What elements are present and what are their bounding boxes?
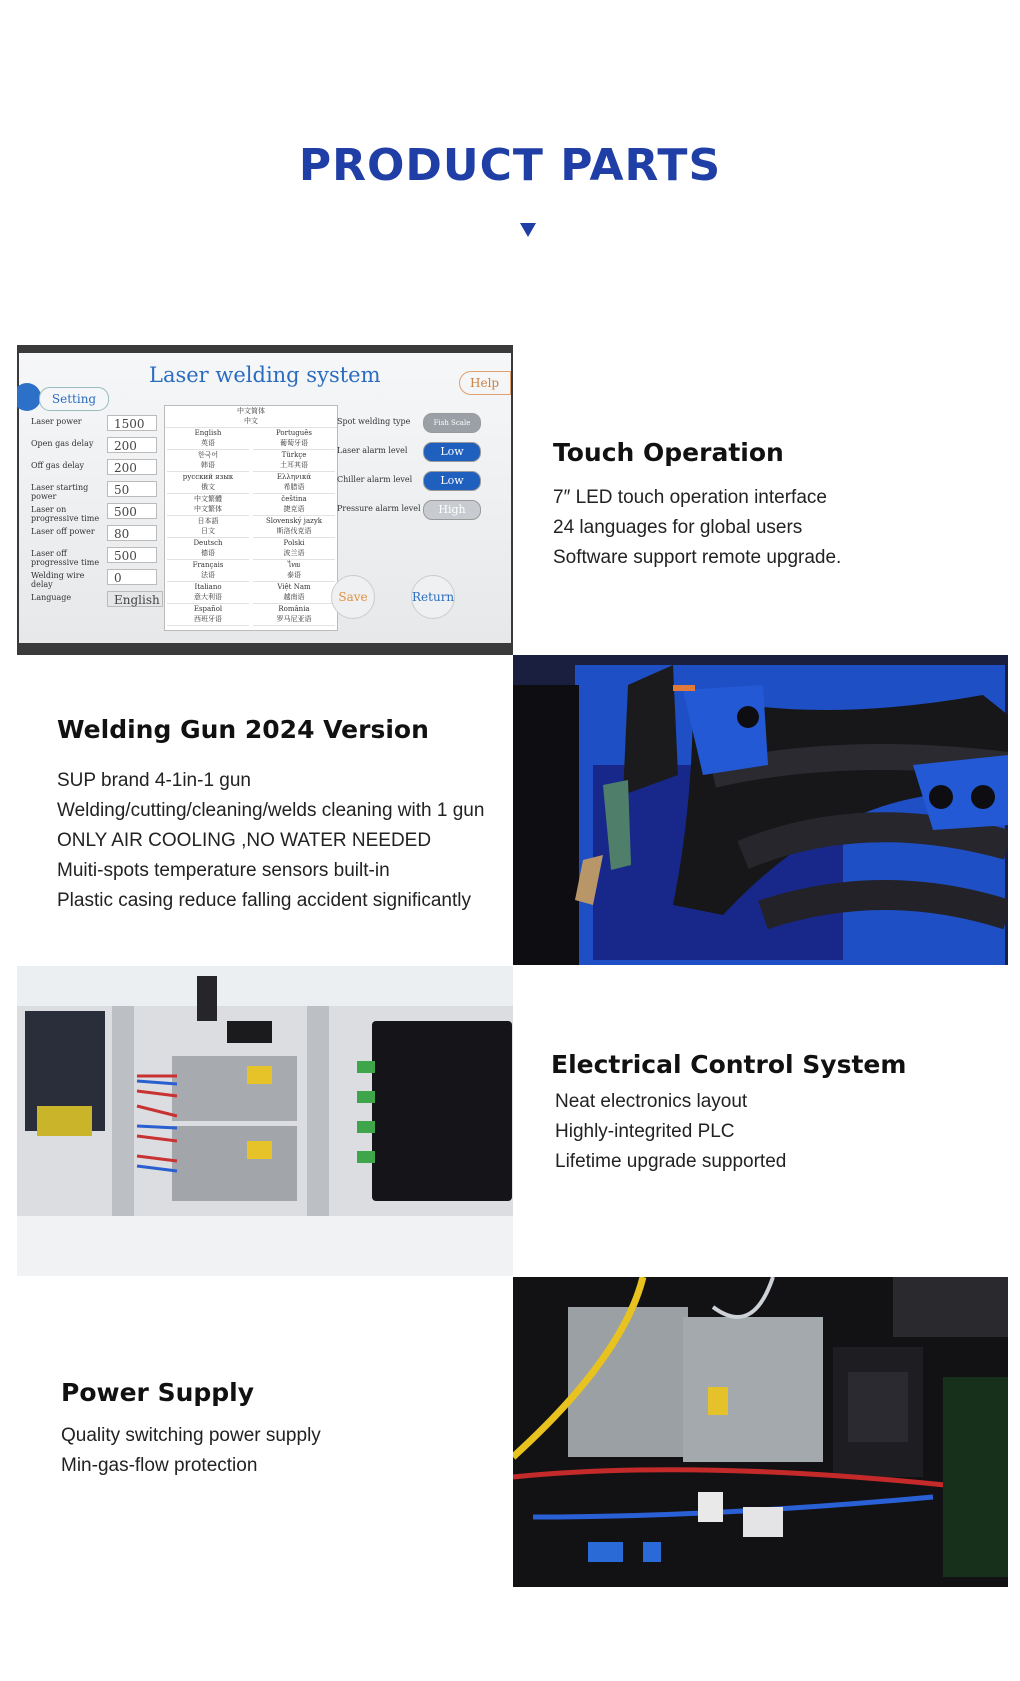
feature-title: Electrical Control System [551, 1050, 907, 1079]
param-label: Language [31, 593, 72, 602]
feature-line: SUP brand 4-1in-1 gun [57, 770, 251, 791]
help-button: Help [459, 371, 511, 395]
language-option: ไทย 泰语 [253, 560, 335, 582]
feature-title: Welding Gun 2024 Version [57, 715, 429, 744]
down-arrow-icon [520, 223, 536, 237]
language-option: čeština 捷克语 [253, 494, 335, 516]
language-option: 한국어 韩语 [167, 450, 249, 472]
option-toggle: Fish Scale [423, 413, 481, 433]
setting-button: Setting [39, 387, 109, 411]
power-supply-photo [513, 1277, 1008, 1587]
feature-power-supply [61, 1378, 321, 1481]
feature-line: 7″ LED touch operation interface [553, 487, 827, 508]
language-option: Việt Nam 越南语 [253, 582, 335, 604]
param-label: Laser power [31, 417, 82, 426]
feature-title: Touch Operation [553, 438, 784, 467]
language-option: România 罗马尼亚语 [253, 604, 335, 626]
param-label: Welding wire delay [31, 571, 85, 589]
feature-line: Software support remote upgrade. [553, 547, 842, 568]
page-title: PRODUCT PARTS [298, 140, 722, 191]
option-toggle: Low [423, 442, 481, 462]
option-label: Pressure alarm level [337, 504, 421, 513]
param-value: 500 [107, 547, 157, 563]
param-value: English [107, 591, 163, 607]
param-label: Laser starting power [31, 483, 89, 501]
feature-line: ONLY AIR COOLING ,NO WATER NEEDED [57, 830, 432, 851]
feature-line: Plastic casing reduce falling accident significantly [57, 890, 471, 911]
param-value: 200 [107, 459, 157, 475]
feature-line: Highly-integrited PLC [555, 1121, 735, 1142]
param-label: Open gas delay [31, 439, 94, 448]
param-label: Laser off progressive time [31, 549, 100, 567]
param-label: Off gas delay [31, 461, 85, 470]
language-option: 中文繁體 中文繁体 [167, 494, 249, 516]
language-header: 中文简体 中文 [165, 406, 337, 428]
language-list [164, 405, 338, 631]
language-option: русский язык 俄文 [167, 472, 249, 494]
param-label: Laser on progressive time [31, 505, 100, 523]
feature-line: 24 languages for global users [553, 517, 803, 538]
language-option: English 英语 [167, 428, 249, 450]
return-button: Return [411, 575, 455, 619]
language-option: Français 法语 [167, 560, 249, 582]
language-option: Italiano 意大利语 [167, 582, 249, 604]
language-option: Deutsch 德语 [167, 538, 249, 560]
feature-line: Muiti-spots temperature sensors built-in [57, 860, 390, 881]
feature-line: Welding/cutting/cleaning/welds cleaning with 1 gun [57, 800, 485, 821]
electrical-control-photo [17, 966, 513, 1276]
feature-line: Neat electronics layout [555, 1091, 748, 1112]
language-option: Español 西班牙语 [167, 604, 249, 626]
screen-title: Laser welding system [149, 363, 381, 387]
feature-touch-operation [553, 438, 841, 573]
param-value: 500 [107, 503, 157, 519]
touch-screen-display [19, 353, 511, 643]
feature-electrical-control [551, 1050, 906, 1177]
touch-screen-photo [17, 345, 513, 655]
welding-gun-photo [513, 655, 1008, 965]
feature-line: Min-gas-flow protection [61, 1455, 258, 1476]
option-label: Spot welding type [337, 417, 411, 426]
param-label: Laser off power [31, 527, 95, 536]
language-option: Slovenský jazyk 斯洛伐克语 [253, 516, 335, 538]
param-value: 200 [107, 437, 157, 453]
param-value: 50 [107, 481, 157, 497]
language-option: Ελληνικά 希腊语 [253, 472, 335, 494]
option-label: Laser alarm level [337, 446, 408, 455]
option-toggle: High [423, 500, 481, 520]
language-option: 日本語 日文 [167, 516, 249, 538]
save-button: Save [331, 575, 375, 619]
feature-line: Lifetime upgrade supported [555, 1151, 787, 1172]
param-value: 1500 [107, 415, 157, 431]
gear-icon [17, 383, 41, 411]
param-value: 80 [107, 525, 157, 541]
param-value: 0 [107, 569, 157, 585]
language-option: Polski 波兰语 [253, 538, 335, 560]
option-toggle: Low [423, 471, 481, 491]
option-label: Chiller alarm level [337, 475, 413, 484]
feature-title: Power Supply [61, 1378, 255, 1407]
language-option: Português 葡萄牙语 [253, 428, 335, 450]
language-option: Türkçe 土耳其语 [253, 450, 335, 472]
feature-welding-gun [57, 715, 484, 916]
feature-line: Quality switching power supply [61, 1425, 321, 1446]
